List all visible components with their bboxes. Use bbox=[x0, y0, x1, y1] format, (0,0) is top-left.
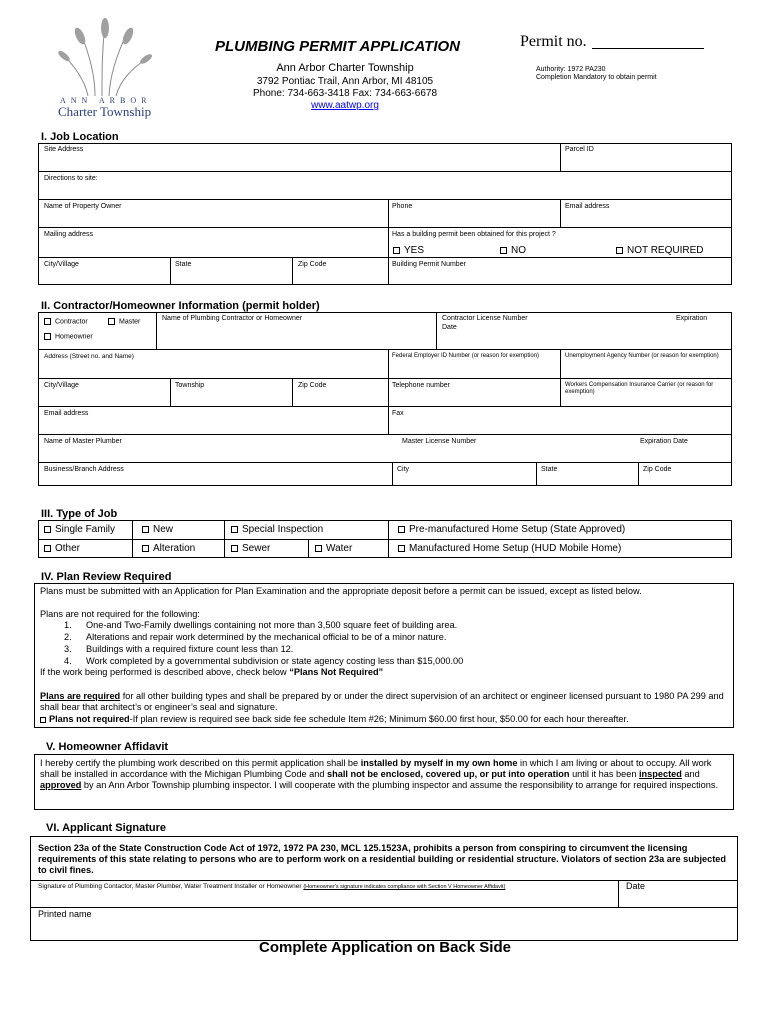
branch-zip-field[interactable]: Zip Code bbox=[643, 466, 672, 473]
zip-field[interactable]: Zip Code bbox=[298, 261, 327, 268]
site-address-field[interactable]: Site Address bbox=[44, 146, 84, 153]
master-license-field[interactable]: Master License Number bbox=[402, 438, 477, 445]
plans-required-text: for all other building types and shall be prepared by or under the direct supervision of an architect or engineer licensed pursuant to 1980 PA 299 and shall bear that architect’s or engineer’s seal and signature. bbox=[40, 691, 724, 712]
bp-not-required-option[interactable] bbox=[616, 245, 704, 257]
contractor-email-field[interactable]: Email address bbox=[44, 410, 89, 417]
org-phone-fax: Phone: 734-663-3418 Fax: 734-663-6678 bbox=[252, 88, 438, 99]
building-permit-question: Has a building permit been obtained for this project ? bbox=[392, 231, 556, 238]
branch-address-field[interactable]: Business/Branch Address bbox=[44, 466, 124, 473]
job-alteration-option[interactable] bbox=[142, 543, 195, 555]
checkbox-icon bbox=[44, 545, 51, 552]
plans-not-required-heading: Plans are not required for the following: bbox=[40, 609, 200, 619]
job-other-option[interactable] bbox=[44, 543, 80, 555]
option-label: NO bbox=[511, 245, 526, 256]
affidavit-part: until it has been bbox=[569, 769, 639, 779]
affidavit-part: I hereby certify the plumbing work described on this permit application shall be bbox=[40, 758, 361, 768]
checkbox-icon bbox=[44, 333, 51, 340]
instruction-bold: “Plans Not Required” bbox=[289, 667, 384, 677]
option-label: Master bbox=[119, 318, 141, 326]
checkbox-icon bbox=[231, 526, 238, 533]
contractor-option[interactable] bbox=[44, 318, 88, 326]
checkbox-icon bbox=[315, 545, 322, 552]
workers-comp-field[interactable]: Workers Compensation Insurance Carrier (or reason for exemption) bbox=[565, 382, 714, 395]
checkbox-icon bbox=[616, 247, 623, 254]
permit-number-field[interactable] bbox=[592, 48, 704, 49]
master-option[interactable] bbox=[108, 318, 140, 326]
contractor-name-field[interactable]: Name of Plumbing Contractor or Homeowner bbox=[162, 315, 303, 322]
master-plumber-name-field[interactable]: Name of Master Plumber bbox=[44, 438, 122, 445]
checkbox-icon bbox=[44, 318, 51, 325]
job-water-option[interactable] bbox=[315, 543, 352, 555]
owner-phone-field[interactable]: Phone bbox=[392, 203, 413, 210]
section-type-of-job-title: III. Type of Job bbox=[41, 508, 118, 520]
job-special-inspection-option[interactable] bbox=[231, 524, 323, 536]
exemption-item-2: 2. Alterations and repair work determined by the mechanical official to be of a minor nature. bbox=[64, 632, 447, 642]
state-field[interactable]: State bbox=[175, 261, 192, 268]
affidavit-part: by an Ann Arbor Township plumbing inspector. I will cooperate with the plumbing inspector and assume the responsibility to arrange for required inspections. bbox=[81, 780, 719, 790]
township-logo bbox=[40, 16, 170, 120]
job-location-table bbox=[38, 143, 732, 285]
back-side-notice: Complete Application on Back Side bbox=[259, 939, 511, 956]
section-applicant-signature-title: VI. Applicant Signature bbox=[46, 822, 166, 834]
checkbox-icon bbox=[231, 545, 238, 552]
contractor-township-field[interactable]: Township bbox=[175, 382, 205, 389]
homeowner-option[interactable] bbox=[44, 333, 93, 341]
section-contractor-title: II. Contractor/Homeowner Information (permit holder) bbox=[41, 300, 320, 312]
job-sewer-option[interactable] bbox=[231, 543, 270, 555]
license-date-label: Date bbox=[442, 324, 457, 331]
checkbox-icon bbox=[398, 526, 405, 533]
section-plan-review-title: IV. Plan Review Required bbox=[41, 571, 172, 583]
org-address: 3792 Pontiac Trail, Ann Arbor, MI 48105 bbox=[256, 76, 434, 87]
signature-label: Signature of Plumbing Contactor, Master Plumber, Water Treatment Installer or Homeowner bbox=[38, 883, 302, 890]
job-new-option[interactable] bbox=[142, 524, 173, 536]
exemption-text: Alterations and repair work determined by the mechanical official to be of a minor nature. bbox=[86, 632, 447, 642]
city-field[interactable]: City/Village bbox=[44, 261, 79, 268]
license-expiration-field[interactable]: Expiration bbox=[676, 315, 708, 322]
parcel-id-field[interactable]: Parcel ID bbox=[565, 146, 594, 153]
option-label: Sewer bbox=[242, 543, 271, 554]
instruction-text: If the work being performed is described above, check below bbox=[40, 667, 290, 677]
job-premanufactured-option[interactable] bbox=[398, 524, 625, 536]
permit-number-label: Permit no. bbox=[520, 33, 587, 50]
checkbox-icon bbox=[108, 318, 115, 325]
building-permit-number-field[interactable]: Building Permit Number bbox=[392, 261, 466, 268]
branch-city-field[interactable]: City bbox=[397, 466, 410, 473]
plans-required-lead: Plans are required bbox=[40, 691, 121, 701]
printed-name-field[interactable]: Printed name bbox=[38, 909, 92, 919]
bp-yes-option[interactable] bbox=[393, 245, 424, 257]
section-23a-warning: Section 23a of the State Construction Code Act of 1972, 1972 PA 230, MCL 125.1523A, prohibits a person from conspiring to circumvent the licensing requirements of this state relating to persons who are to perform work on a residential building or residential structure. Violators of section 23a are subjected to civil fines. bbox=[38, 843, 727, 875]
contractor-table bbox=[38, 312, 732, 486]
fein-field[interactable]: Federal Employer ID Number (or reason for exemption) bbox=[392, 353, 540, 359]
option-label: NOT REQUIRED bbox=[627, 245, 704, 256]
owner-email-field[interactable]: Email address bbox=[565, 203, 610, 210]
checkbox-icon bbox=[142, 526, 149, 533]
option-label: Manufactured Home Setup (HUD Mobile Home) bbox=[409, 543, 622, 554]
exemption-item-1: 1. One-and Two-Family dwellings containing not more than 3,500 square feet of building area. bbox=[64, 620, 458, 630]
logo-text-bottom: Charter Township bbox=[58, 104, 152, 119]
branch-state-field[interactable]: State bbox=[541, 466, 558, 473]
exemption-item-3: 3. Buildings with a required fixture count less than 12. bbox=[64, 644, 294, 654]
affidavit-bold: installed by myself in my own home bbox=[360, 758, 518, 768]
exemption-text: Buildings with a required fixture count less than 12. bbox=[86, 644, 294, 654]
affidavit-part: in which I am living or about to occupy. All work shall be installed in accordance with the Michigan Plumbing Code and bbox=[40, 758, 712, 779]
option-label: Single Family bbox=[55, 524, 116, 535]
section-homeowner-affidavit-title: V. Homeowner Affidavit bbox=[46, 741, 169, 753]
signature-note: (Homeowner's signature indicates compliance with Section V Homeowner Affidavit) bbox=[303, 884, 506, 890]
exemption-text: Work completed by a governmental subdivision or state agency costing less than $15,000.00 bbox=[86, 656, 464, 666]
checkbox-icon bbox=[44, 526, 51, 533]
option-label: Water bbox=[326, 543, 353, 554]
option-label: Contractor bbox=[55, 318, 88, 326]
plan-review-intro: Plans must be submitted with an Application for Plan Examination and the appropriate deposit before a permit can be issued, except as listed below. bbox=[40, 586, 642, 596]
affidavit-text bbox=[40, 758, 730, 791]
owner-name-field[interactable]: Name of Property Owner bbox=[44, 203, 122, 210]
logo-text-top: ANN ARBOR bbox=[60, 96, 152, 105]
option-label: Alteration bbox=[153, 543, 196, 554]
contractor-fax-field[interactable]: Fax bbox=[392, 410, 404, 417]
wheat-logo-icon bbox=[40, 16, 170, 96]
option-label: Pre-manufactured Home Setup (State Approved) bbox=[409, 524, 626, 535]
contractor-city-field[interactable]: City/Village bbox=[44, 382, 79, 389]
completion-text: Completion Mandatory to obtain permit bbox=[536, 74, 657, 81]
checkbox-icon bbox=[142, 545, 149, 552]
job-single-family-option[interactable] bbox=[44, 524, 115, 536]
plans-not-required-instruction bbox=[40, 667, 383, 678]
bp-no-option[interactable] bbox=[500, 245, 526, 257]
directions-field[interactable]: Directions to site: bbox=[44, 175, 98, 182]
org-name: Ann Arbor Charter Township bbox=[276, 62, 414, 74]
signature-field[interactable] bbox=[38, 883, 505, 891]
checkbox-icon bbox=[40, 717, 46, 723]
checkbox-icon bbox=[398, 545, 405, 552]
checkbox-icon bbox=[500, 247, 507, 254]
section-job-location-title: I. Job Location bbox=[41, 131, 119, 143]
exemption-item-4: 4. Work completed by a governmental subdivision or state agency costing less than $15,000.00 bbox=[64, 656, 464, 666]
option-label: YES bbox=[404, 245, 425, 256]
website-link[interactable]: www.aatwp.org bbox=[311, 100, 379, 111]
mailing-address-field[interactable]: Mailing address bbox=[44, 231, 94, 238]
option-label: Other bbox=[55, 543, 81, 554]
contractor-address-field[interactable]: Address (Street no. and Name) bbox=[44, 353, 134, 360]
plans-not-required-option[interactable] bbox=[40, 714, 730, 725]
signature-date-field[interactable]: Date bbox=[626, 881, 646, 891]
job-manufactured-option[interactable] bbox=[398, 543, 621, 555]
form-title: PLUMBING PERMIT APPLICATION bbox=[215, 38, 460, 55]
affidavit-bold: approved bbox=[40, 780, 82, 790]
unemployment-field[interactable]: Unemployment Agency Number (or reason for exemption) bbox=[565, 353, 719, 359]
option-label: New bbox=[153, 524, 174, 535]
contractor-zip-field[interactable]: Zip Code bbox=[298, 382, 327, 389]
affidavit-part: and bbox=[681, 769, 700, 779]
affidavit-bold: shall not be enclosed, covered up, or put into operation bbox=[327, 769, 570, 779]
plans-not-required-text: -If plan review is required see back side fee schedule Item #26; Minimum $60.00 first hour, $50.00 for each hour thereafter. bbox=[129, 714, 629, 724]
checkbox-icon bbox=[393, 247, 400, 254]
option-label: Special Inspection bbox=[242, 524, 324, 535]
master-expiration-field[interactable]: Expiration Date bbox=[640, 438, 688, 445]
license-number-field[interactable]: Contractor License Number bbox=[442, 315, 528, 322]
authority-text: Authority: 1972 PA230 bbox=[536, 66, 606, 73]
telephone-field[interactable]: Telephone number bbox=[392, 382, 450, 389]
exemption-text: One-and Two-Family dwellings containing not more than 3,500 square feet of building area. bbox=[86, 620, 458, 630]
affidavit-bold: inspected bbox=[638, 769, 682, 779]
plans-not-required-lead: Plans not required bbox=[49, 714, 130, 724]
option-label: Homeowner bbox=[55, 333, 93, 341]
plans-required-paragraph bbox=[40, 691, 730, 713]
